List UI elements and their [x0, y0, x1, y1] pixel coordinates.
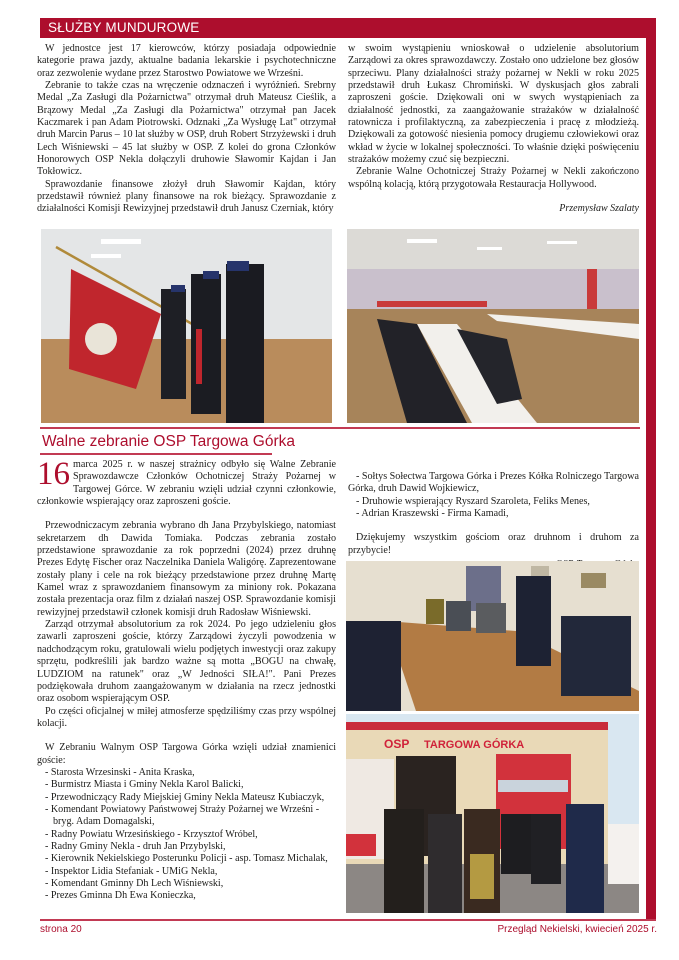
photo-meeting-hall-illustration [347, 229, 639, 423]
paragraph: Zebranie Walne Ochotniczej Straży Pożarnej w Nekli zakończono wspólną kolacją, którą przygotowała Restauracja Hollywood. [348, 166, 639, 190]
dropcap: 16 [37, 456, 70, 492]
paragraph: Sprawozdanie finansowe złożył druh Sławomir Kajdan, który przedstawił również plany finansowe na rok bieżący. Sprawozdanie z działalności Komisji Rewizyjnej przedstawił druh Janusz Czerniak, który [37, 178, 336, 215]
right-accent-rail [646, 18, 656, 920]
guest-item: - Burmistrz Miasta i Gminy Nekla Karol Balicki, [45, 779, 244, 791]
guest-item: bryg. Adam Domagalski, [53, 816, 155, 828]
guest-item: - Radny Powiatu Wrzesińskiego - Krzysztof Wróbel, [45, 828, 258, 840]
article2-title: Walne zebranie OSP Targowa Górka [42, 433, 296, 450]
guests-intro: W Zebraniu Walnym OSP Targowa Górka wzięli udział znamienici goście: [37, 742, 336, 766]
page-number: strona 20 [40, 924, 82, 935]
intro-paragraph [37, 456, 336, 508]
photo-meeting-hall [347, 229, 639, 423]
paragraph: Po części oficjalnej w miłej atmosferze spędziliśmy czas przy wspólnej kolacji. [37, 705, 336, 729]
guest-item: - Druhowie wspierający Ryszard Szaroleta, Feliks Menes, [356, 495, 590, 507]
paragraph: w swoim wystąpieniu wnioskował o udzielenie absolutorium Zarządowi za okres sprawozdawczy. Zostało ono udzielone bez głosów sprzeciwu. Plany działalności straży pożarnej w Nekli w roku 2025 przedstawił druh Łukasz Chromiński. W dyskusjach głos zabrali zaproszeni goście. Dziękowali oni w swych wystąpieniach za działalność jednostki, za zaangażowanie strażaków w działalność ratownicza i profilaktyczną, za zabezpieczenia i pracę z młodzieżą. Dziękowali za gotowość niesienia pomocy drugiemu człowiekowi oraz wkład w życie w lokalnej społeczności. To właśnie dzięki poświęceniu strażaków możemy czuć się bezpieczni. [348, 43, 639, 166]
article1-author: Przemysław Szalaty [559, 203, 639, 215]
article1-left-column [37, 43, 336, 216]
guest-item: - Komendant Gminny Dh Lech Wiśniewski, [45, 878, 224, 889]
guest-item: - Radny Gminy Nekla - druh Jan Przybylski, [45, 840, 226, 852]
section-header-label: SŁUŻBY MUNDUROWE [48, 20, 200, 35]
photo-fire-station-group [346, 714, 639, 913]
article2-left-column [37, 456, 336, 903]
guest-item: - Sołtys Sołectwa Targowa Górka i Prezes Kółka Rolniczego Targowa Górka, druh Dawid Wojkiewicz, [348, 471, 639, 495]
photo-meeting-room-illustration [346, 561, 639, 711]
guest-item: - Starosta Wrzesinski - Anita Kraska, [45, 766, 195, 778]
paragraph: Zebranie to także czas na wręczenie odznaczeń i wyróżnień. Srebrny Medal „Za Zasługi dla Pożarnictwa" otrzymał druh Mateusz Cieślik, a Brązowy Medal „Za Zasługi dla Pożarnictwa" otrzymał pan Jacek Kaczmarek i pan Adam Piotrowski. Odznaki „Za Wysługę Lat" otrzymał druh Marcin Parus – 10 lat służby w OSP, druh Robert Strzyżewski i druh Lech Wiśniewski – 45 lat służby w OSP. Z kolei do grona Członków Honorowych OSP Nekla dołączyli druhowie Sławomir Kajdan i Jan Tokłowicz. [37, 80, 336, 178]
section-divider [40, 427, 640, 429]
guest-item: - Przewodniczący Rady Miejskiej Gminy Nekla Mateusz Kubiaczyk, [45, 791, 325, 803]
station-sign-osp: OSP [384, 737, 410, 751]
intro-text: marca 2025 r. w naszej strażnicy odbyło się Walne Zebranie Sprawozdawcze Członków Ochotniczej Straży Pożarnej w Targowej Górce. W zebraniu wzięli udział czynni członkowie, członkowie wspierający oraz zaproszeni goście. [37, 459, 336, 508]
guests-list-left [37, 767, 336, 903]
photo-fire-station-illustration [346, 714, 639, 913]
guest-item: - Kierownik Nekielskiego Posterunku Policji - asp. Tomasz Michalak, [45, 853, 328, 865]
article2-title-underline [40, 453, 272, 455]
footer-divider [40, 919, 656, 921]
paragraph: W jednostce jest 17 kierowców, którzy posiadaja odpowiednie kategorie prawa jazdy, aktualne badania lekarskie i psychotechniczne oraz zezwolenie wydane przez Starostwo Powiatowe we Wrześni. [37, 43, 336, 79]
photo-flag-bearers-illustration [41, 229, 332, 423]
paragraph: Zarząd otrzymał absolutorium za rok 2024. Po jego udzieleniu głos zawarli zaproszeni goście, którzy Zarządowi życzyli powodzenia w nadchodzącym roku, gratulowali wielu podjętych inwestycji oraz zakupy sprzętu, podkreślili jak bardzo ważne są motta „BOGU na chwałę, LUDZIOM na ratunek" oraz „W Jedności SIŁA!". Pani Prezes podziękowała druhom zaangażowanym w działania na rzecz jednostki oraz osobom wspierającym OSP. [37, 619, 336, 705]
photo-flag-bearers [41, 229, 332, 423]
photo-meeting-room [346, 561, 639, 711]
guest-item: - Prezes Gminna Dh Ewa Konieczka, [45, 890, 196, 902]
thanks-paragraph: Dziękujemy wszystkim gościom oraz druhnom i druhom za przybycie! [348, 532, 639, 556]
article1-right-column [348, 43, 639, 215]
publication-label: Przegląd Nekielski, kwiecień 2025 r. [497, 924, 657, 935]
guest-item: - Komendant Powiatowy Państwowej Straży Pożarnej we Wrześni - [45, 803, 320, 815]
guest-item: - Adrian Kraszewski - Firma Kamadi, [356, 508, 509, 520]
article2-right-column [348, 459, 639, 571]
paragraph: Przewodniczacym zebrania wybrano dh Jana Przybylskiego, natomiast sekretarzem dh Dawida Tomiaka. Podczas zebrania zostało przedstawione sprawozdanie za rok poprzedni (2024) przez druhnę Prezes Edytę Fischer oraz Naczelnika Daniela Waligórę. Zaprezentowane zostały plany i cele na rok bieżący przedstawione przez druhnę Martę Kamel wraz z sprawozdaniem finansowym za miniony rok. Pokazana została prezentacja oraz film z działań naszej OSP. Sprawozdanie komisji rewizyjnej przedstawił członek komisji druh Radosław Wiśniewski. [37, 520, 336, 618]
station-sign-name: TARGOWA GÓRKA [424, 739, 525, 751]
guest-item: - Inspektor Lidia Stefaniak - UMiG Nekla, [45, 865, 218, 877]
